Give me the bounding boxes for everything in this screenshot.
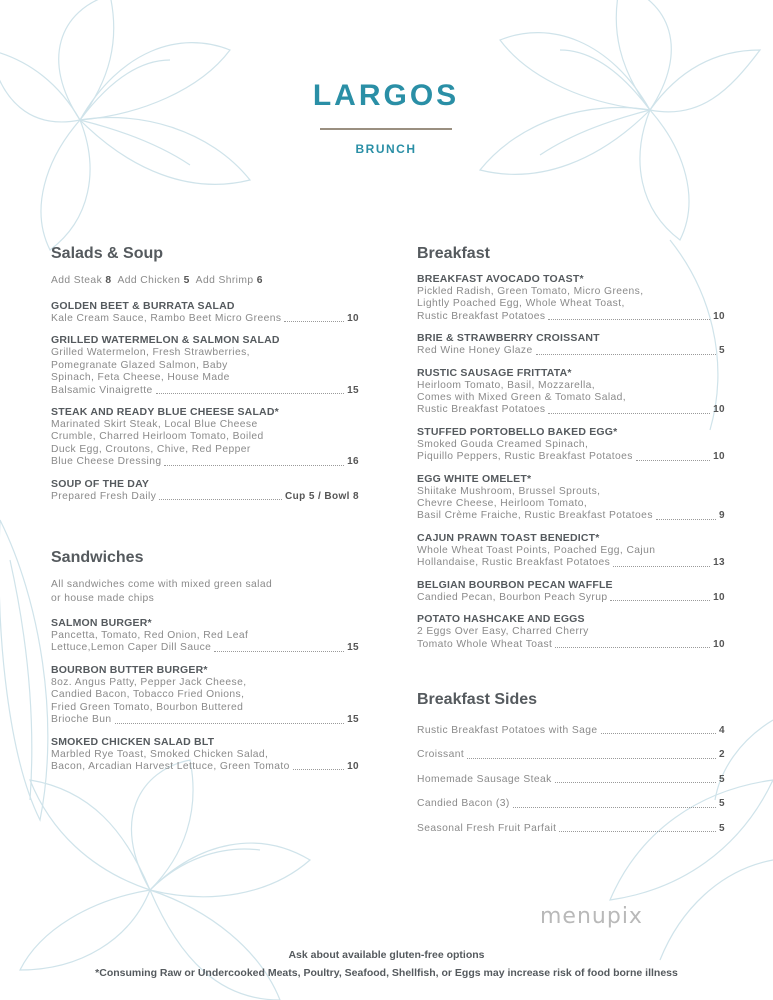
sandwiches-note [51,578,359,605]
item-desc: Basil Crème Fraiche, Rustic Breakfast Potatoes [417,510,653,522]
side-item [417,725,725,737]
dot-leader [636,460,710,461]
item-name: GOLDEN BEET & BURRATA SALAD [51,300,235,312]
item-name: STUFFED PORTOBELLO BAKED EGG* [417,425,618,438]
item-desc-last [51,313,359,325]
item-name: EGG WHITE OMELET* [417,472,532,485]
item-price: 15 [347,642,359,654]
item-price: 9 [719,510,725,522]
item-desc: Marbled Rye Toast, Smoked Chicken Salad, [51,748,269,760]
dot-leader [164,465,344,466]
item-name: POTATO HASHCAKE AND EGGS [417,613,585,626]
menu-subtitle: BRUNCH [355,142,417,156]
section-title-salads: Salads & Soup [51,245,164,262]
dot-leader [610,600,710,601]
dot-leader [156,393,344,394]
side-price: 5 [719,822,725,834]
item-name: RUSTIC SAUSAGE FRITTATA* [417,366,572,379]
item-desc-last [417,510,725,522]
item-desc: Candied Pecan, Bourbon Peach Syrup [417,591,608,603]
sides-section [417,689,725,835]
item-price: 5 [719,345,725,357]
side-item [417,798,725,810]
item-desc: Comes with Mixed Green & Tomato Salad, [417,392,627,404]
item-desc-last [417,557,725,569]
addons-note [51,274,359,288]
item-desc: Grilled Watermelon, Fresh Strawberries, [51,347,250,359]
item-name: BREAKFAST AVOCADO TOAST* [417,273,584,285]
item-desc-last [51,642,359,654]
item-desc: Heirloom Tomato, Basil, Mozzarella, [417,379,596,391]
dot-leader [293,769,344,770]
menu-item [417,426,725,464]
section-title-breakfast: Breakfast [417,245,490,262]
menu-item [417,273,725,323]
dot-leader [559,831,716,832]
breakfast-section [417,243,725,651]
item-desc: Lightly Poached Egg, Whole Wheat Toast, [417,298,625,310]
dot-leader [613,566,710,567]
note-line: All sandwiches come with mixed green salad [51,579,273,591]
item-desc: 2 Eggs Over Easy, Charred Cherry [417,626,589,638]
item-desc: Hollandaise, Rustic Breakfast Potatoes [417,557,611,569]
item-desc: Brioche Bun [51,714,112,726]
dot-leader [601,733,716,734]
item-desc-last [51,456,359,468]
food-safety-disclaimer: *Consuming Raw or Undercooked Meats, Poultry, Seafood, Shellfish, or Eggs may increase risk of food borne illness [95,967,678,979]
side-item [417,823,725,835]
addon-price: 8 [105,275,112,286]
menu-item [51,664,359,727]
gluten-free-note: Ask about available gluten-free options [288,949,485,961]
item-name: GRILLED WATERMELON & SALMON SALAD [51,334,280,347]
side-price: 2 [719,749,725,761]
item-desc: Lettuce,Lemon Caper Dill Sauce [51,642,212,654]
dot-leader [513,807,716,808]
right-column [417,243,725,835]
item-desc-last [51,491,359,503]
menu-item [51,334,359,397]
dot-leader [555,782,716,783]
dot-leader [467,758,716,759]
side-name: Rustic Breakfast Potatoes with Sage [417,724,598,736]
item-name: SALMON BURGER* [51,617,152,630]
item-price: 10 [713,451,725,463]
dot-leader [548,319,710,320]
item-desc: Prepared Fresh Daily [51,490,157,502]
addon-label: Add Chicken [117,275,181,286]
dot-leader [159,499,282,500]
item-desc: Marinated Skirt Steak, Local Blue Cheese [51,419,258,431]
side-price: 5 [719,773,725,785]
menu-item [417,613,725,651]
item-name: BELGIAN BOURBON PECAN WAFFLE [417,578,613,591]
menu-item [417,367,725,417]
item-desc: Red Wine Honey Glaze [417,345,533,357]
dot-leader [115,723,345,724]
item-name: SOUP OF THE DAY [51,477,150,490]
side-name: Croissant [417,749,465,761]
item-price: 10 [713,591,725,603]
footer [0,946,773,982]
item-desc-last [417,451,725,463]
item-desc-last [417,345,725,357]
restaurant-name: LARGOS [312,79,460,112]
menu-item [417,532,725,570]
item-desc-last [51,714,359,726]
item-desc: Shiitake Mushroom, Brussel Sprouts, [417,485,601,497]
item-price: 10 [347,313,359,324]
watermark-logo: menupix [540,904,643,929]
dot-leader [555,647,710,648]
item-price: 15 [347,714,359,726]
item-price: 10 [713,310,725,322]
item-desc: Chevre Cheese, Heirloom Tomato, [417,498,588,510]
brand-header [300,78,472,156]
brand-divider [320,128,452,130]
item-desc: Crumble, Charred Heirloom Tomato, Boiled [51,431,264,443]
item-desc: Smoked Gouda Creamed Spinach, [417,438,589,450]
item-desc-last [417,311,725,323]
item-desc: Candied Bacon, Tobacco Fried Onions, [51,689,245,701]
side-name: Seasonal Fresh Fruit Parfait [417,822,557,834]
item-name: BOURBON BUTTER BURGER* [51,663,208,676]
item-desc: Rustic Breakfast Potatoes [417,310,546,322]
item-desc: Pomegranate Glazed Salmon, Baby [51,359,228,371]
item-desc: Pickled Radish, Green Tomato, Micro Greens, [417,286,644,297]
side-name: Homemade Sausage Steak [417,773,552,785]
dot-leader [214,651,344,652]
side-price: 5 [719,798,725,810]
dot-leader [536,354,716,355]
item-desc: Rustic Breakfast Potatoes [417,404,546,416]
item-desc-last [51,761,359,773]
item-desc-last [417,639,725,651]
item-desc: Spinach, Feta Cheese, House Made [51,372,230,384]
item-desc: Balsamic Vinaigrette [51,384,153,396]
item-desc: Tomato Whole Wheat Toast [417,638,553,650]
item-price: 13 [713,557,725,569]
menu-item [417,332,725,357]
section-title-sandwiches: Sandwiches [51,549,144,567]
dot-leader [656,519,716,520]
item-price: 10 [713,638,725,650]
menu-item [51,478,359,503]
item-desc: Duck Egg, Croutons, Chive, Red Pepper [51,443,251,455]
item-desc: Piquillo Peppers, Rustic Breakfast Potatoes [417,451,633,463]
item-name: BRIE & STRAWBERRY CROISSANT [417,332,600,345]
item-desc: Kale Cream Sauce, Rambo Beet Micro Greens [51,313,282,324]
addon-label: Add Steak [51,275,103,286]
item-price: Cup 5 / Bowl 8 [285,490,359,502]
item-desc: Blue Cheese Dressing [51,456,162,468]
item-desc-last [417,592,725,604]
item-name: STEAK AND READY BLUE CHEESE SALAD* [51,406,279,419]
dot-leader [284,321,344,322]
side-price: 4 [719,724,725,736]
menu-item [51,406,359,469]
section-title-sides: Breakfast Sides [417,690,538,708]
item-price: 15 [347,384,359,396]
menu-item [51,736,359,774]
item-name: SMOKED CHICKEN SALAD BLT [51,735,215,748]
item-desc: Whole Wheat Toast Points, Poached Egg, Cajun [417,544,656,556]
side-name: Candied Bacon (3) [417,798,510,810]
item-desc: Bacon, Arcadian Harvest Lettuce, Green Tomato [51,760,290,772]
item-desc-last [417,404,725,416]
item-price: 10 [713,404,725,416]
item-desc: Fried Green Tomato, Bourbon Buttered [51,701,244,713]
salads-section [51,243,359,503]
side-item [417,774,725,786]
menu-item [51,617,359,655]
item-name: CAJUN PRAWN TOAST BENEDICT* [417,531,600,544]
item-price: 10 [347,760,359,772]
addon-price: 5 [183,275,190,286]
item-desc: 8oz. Angus Patty, Pepper Jack Cheese, [51,676,247,688]
item-price: 16 [347,456,359,468]
menu-item [51,300,359,325]
item-desc-last [51,385,359,397]
menu-item [417,579,725,604]
addon-label: Add Shrimp [195,275,254,286]
note-line: or house made chips [51,592,155,604]
menu-item [417,473,725,523]
sandwiches-section [51,547,359,773]
left-column [51,243,359,773]
dot-leader [548,413,710,414]
side-item [417,749,725,761]
item-desc: Pancetta, Tomato, Red Onion, Red Leaf [51,630,249,642]
addon-price: 6 [256,275,263,286]
